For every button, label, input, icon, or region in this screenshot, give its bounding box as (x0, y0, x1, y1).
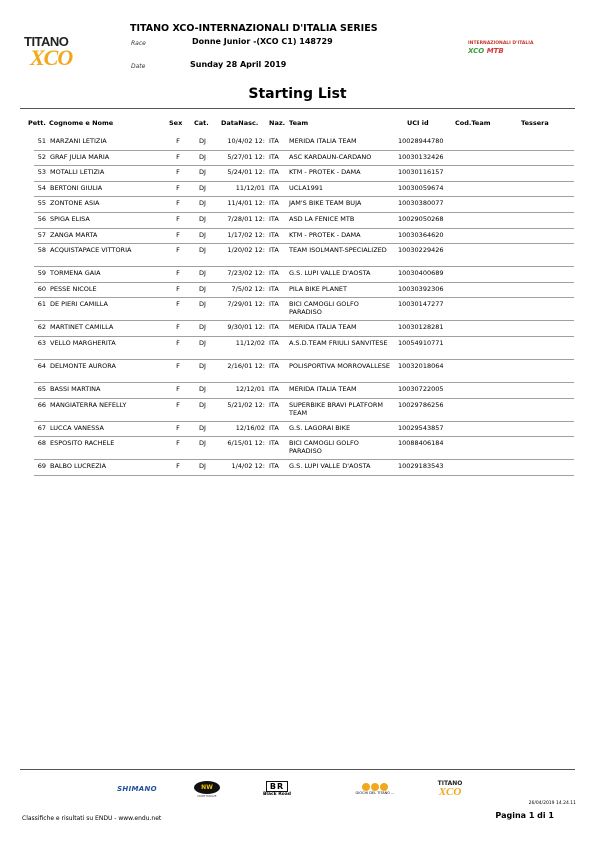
cell-name: BASSI MARTINA (50, 385, 101, 393)
cell-sex: F (176, 439, 180, 448)
cell-nationality: ITA (269, 230, 279, 239)
cell-name: MARTINET CAMILLA (50, 323, 114, 332)
cell-sex: F (176, 300, 180, 309)
cell-uci-id: 10030400689 (398, 269, 444, 278)
col-header-team: Team (289, 119, 309, 127)
row-divider (34, 436, 574, 437)
cell-nationality: ITA (269, 199, 279, 208)
cell-team: MERIDA ITALIA TEAM (289, 323, 357, 332)
cell-pett: 69 (37, 462, 46, 471)
cell-birth-date: 5/21/02 12: (227, 400, 265, 409)
cell-cat: DJ (199, 137, 206, 145)
cell-cat: DJ (199, 168, 206, 177)
cell-name: GRAF JULIA MARIA (50, 152, 110, 161)
cell-pett: 56 (37, 215, 46, 223)
giochi-del-titano-logo (344, 778, 406, 800)
cell-team: BICI CAMOGLI GOLFO PARADISO (289, 300, 359, 317)
cell-nationality: ITA (269, 362, 279, 370)
cell-nationality: ITA (269, 462, 279, 471)
cell-nationality: ITA (269, 400, 279, 409)
cell-birth-date: 12/16/02 (235, 423, 265, 432)
page-number: Pagina 1 di 1 (495, 811, 554, 820)
race-value: Donne Junior -(XCO C1) 148729 (192, 37, 333, 46)
cell-pett: 58 (37, 246, 46, 255)
cell-nationality: ITA (269, 246, 279, 255)
cell-team: SUPERBIKE BRAVI PLATFORM TEAM (289, 400, 383, 417)
cell-sex: F (176, 168, 180, 177)
row-divider (34, 421, 574, 422)
col-header-codteam: Cod.Team (455, 119, 491, 127)
cell-cat: DJ (199, 385, 206, 393)
cell-team: UCLA1991 (289, 183, 324, 192)
col-header-name: Cognome e Nome (49, 119, 114, 127)
col-header-pett: Pett. (28, 119, 46, 127)
cell-nationality: ITA (269, 323, 279, 332)
cell-nationality: ITA (269, 152, 279, 161)
cell-pett: 52 (37, 152, 46, 161)
cell-sex: F (176, 137, 180, 145)
cell-cat: DJ (199, 183, 206, 192)
titano-xco-footer-logo (430, 778, 470, 800)
col-header-date: DataNasc. (221, 119, 259, 127)
cell-birth-date: 7/28/01 12: (227, 215, 265, 223)
cell-team: A.S.D.TEAM FRIULI SANVITESE (289, 339, 388, 347)
cell-uci-id: 10029543857 (398, 423, 444, 432)
footer-divider (20, 769, 575, 770)
cell-birth-date: 2/16/01 12: (227, 362, 265, 370)
logo-right-mtb: MTB (486, 47, 504, 55)
cell-cat: DJ (199, 362, 206, 370)
cell-cat: DJ (199, 462, 206, 471)
cell-team: KTM - PROTEK - DAMA (289, 230, 361, 239)
col-header-tessera: Tessera (521, 119, 549, 127)
row-divider (34, 475, 574, 476)
cell-name: DE PIERI CAMILLA (50, 300, 108, 309)
row-divider (34, 165, 574, 166)
titano-xco-logo (22, 34, 94, 70)
cell-pett: 68 (37, 439, 46, 448)
cell-pett: 61 (37, 300, 46, 309)
cell-sex: F (176, 339, 180, 347)
row-divider (34, 243, 574, 244)
cell-team: POLISPORTIVA MORROVALLESE (289, 362, 391, 370)
col-header-cat: Cat. (194, 119, 209, 127)
cell-birth-date: 1/4/02 12: (231, 462, 265, 471)
cell-uci-id: 10030229426 (398, 246, 444, 255)
cell-birth-date: 12/12/01 (235, 385, 265, 393)
row-divider (34, 336, 574, 337)
row-divider (34, 196, 574, 197)
cell-pett: 60 (37, 284, 46, 293)
logo-text-xco: XCO (30, 45, 73, 70)
cell-team: MERIDA ITALIA TEAM (289, 137, 357, 145)
cell-cat: DJ (199, 215, 206, 223)
cell-birth-date: 11/12/02 (235, 339, 265, 347)
cell-name: BALBO LUCREZIA (50, 462, 107, 471)
cell-pett: 66 (37, 400, 46, 409)
row-divider (34, 228, 574, 229)
cell-cat: DJ (199, 423, 206, 432)
logo-right-top: INTERNAZIONALI D'ITALIA (468, 41, 534, 46)
cell-nationality: ITA (269, 269, 279, 278)
cell-uci-id: 10029786256 (398, 400, 444, 409)
col-header-naz: Naz. (269, 119, 286, 127)
cell-name: VELLO MARGHERITA (50, 339, 116, 347)
row-divider (34, 382, 574, 383)
cell-nationality: ITA (269, 215, 279, 223)
cell-name: BERTONI GIULIA (50, 183, 103, 192)
cell-team: PILA BIKE PLANET (289, 284, 348, 293)
logo-text-titano: TITANO (24, 34, 69, 49)
cell-birth-date: 5/24/01 12: (227, 168, 265, 177)
cell-sex: F (176, 215, 180, 223)
cell-uci-id: 10088406184 (398, 439, 444, 448)
logo-right-bottom (468, 47, 504, 55)
cell-birth-date: 7/5/02 12: (231, 284, 265, 293)
row-divider (34, 320, 574, 321)
cell-name: ACQUISTAPACE VITTORIA (50, 246, 132, 255)
cell-cat: DJ (199, 230, 206, 239)
race-label: Race (131, 40, 146, 47)
cell-nationality: ITA (269, 183, 279, 192)
cell-pett: 62 (37, 323, 46, 332)
cell-uci-id: 10032018064 (398, 362, 444, 370)
cell-nationality: ITA (269, 339, 279, 347)
black-road-mark: BR (266, 781, 288, 792)
cell-cat: DJ (199, 269, 206, 278)
row-divider (34, 459, 574, 460)
row-divider (34, 212, 574, 213)
cell-name: ZANGA MARTA (50, 230, 98, 239)
cell-uci-id: 10030147277 (398, 300, 444, 309)
page-title: Starting List (248, 86, 347, 102)
cell-sex: F (176, 323, 180, 332)
northwave-logo (188, 778, 226, 800)
footer-logo-xco: XCO (438, 785, 462, 798)
shimano-logo: SHIMANO (117, 785, 157, 793)
cell-pett: 65 (37, 385, 46, 393)
cell-uci-id: 10030132426 (398, 152, 444, 161)
date-label: Date (131, 63, 146, 70)
cell-pett: 63 (37, 339, 46, 347)
cell-name: SPIGA ELISA (50, 215, 90, 223)
cell-nationality: ITA (269, 168, 279, 177)
cell-team: ASD LA FENICE MTB (289, 215, 355, 223)
col-header-sex: Sex (169, 119, 183, 127)
cell-pett: 67 (37, 423, 46, 432)
cell-sex: F (176, 362, 180, 370)
row-divider (34, 181, 574, 182)
black-road-text: Black Road (262, 792, 292, 797)
cell-sex: F (176, 199, 180, 208)
cell-team: G.S. LUPI VALLE D'AOSTA (289, 462, 371, 471)
cell-cat: DJ (199, 152, 206, 161)
footer-logo-titano: TITANO (437, 779, 463, 787)
cell-cat: DJ (199, 400, 206, 409)
cell-uci-id: 10028944780 (398, 137, 444, 145)
cell-birth-date: 10/4/02 12: (227, 137, 265, 145)
cell-birth-date: 1/20/02 12: (227, 246, 265, 255)
cell-pett: 51 (37, 137, 46, 145)
cell-cat: DJ (199, 339, 206, 347)
cell-sex: F (176, 284, 180, 293)
cell-nationality: ITA (269, 137, 279, 145)
row-divider (34, 359, 574, 360)
cell-team: G.S. LAGORAI BIKE (289, 423, 351, 432)
logo-right-xco: XCO (468, 47, 485, 55)
cell-uci-id: 10030722005 (398, 385, 444, 393)
cell-cat: DJ (199, 323, 206, 332)
cell-team: MERIDA ITALIA TEAM (289, 385, 357, 393)
cell-sex: F (176, 183, 180, 192)
row-divider (34, 282, 574, 283)
cell-pett: 59 (37, 269, 46, 278)
cell-sex: F (176, 269, 180, 278)
cell-uci-id: 10029050268 (398, 215, 444, 223)
col-header-uci: UCI id (407, 119, 429, 127)
cell-uci-id: 10030380077 (398, 199, 444, 208)
cell-name: DELMONTE AURORA (50, 362, 116, 370)
cell-uci-id: 10030392306 (398, 284, 444, 293)
cell-cat: DJ (199, 300, 206, 309)
cell-birth-date: 7/23/02 12: (227, 269, 265, 278)
cell-cat: DJ (199, 246, 206, 255)
giochi-dots-icon (362, 783, 388, 791)
cell-cat: DJ (199, 284, 206, 293)
cell-team: TEAM ISOLMANT-SPECIALIZED (289, 246, 387, 255)
row-divider (34, 398, 574, 399)
date-value: Sunday 28 April 2019 (190, 60, 287, 69)
cell-name: ESPOSITO RACHELE (50, 439, 115, 448)
cell-name: PESSE NICOLE (50, 284, 97, 293)
cell-team: ASC KARDAUN-CARDANO (289, 152, 372, 161)
cell-sex: F (176, 152, 180, 161)
cell-team: JAM'S BIKE TEAM BUJA (289, 199, 362, 208)
cell-pett: 53 (37, 168, 46, 177)
results-link-text: Classifiche e risultati su ENDU - www.endu.net (22, 815, 162, 822)
row-divider (34, 297, 574, 298)
cell-pett: 55 (37, 199, 46, 208)
cell-sex: F (176, 423, 180, 432)
cell-pett: 64 (37, 362, 46, 370)
cell-sex: F (176, 230, 180, 239)
cell-nationality: ITA (269, 439, 279, 448)
cell-sex: F (176, 385, 180, 393)
cell-name: TORMENA GAIA (50, 269, 101, 278)
cell-uci-id: 10030059674 (398, 183, 444, 192)
cell-pett: 57 (37, 230, 46, 239)
cell-uci-id: 10029183543 (398, 462, 444, 471)
cell-sex: F (176, 462, 180, 471)
cell-birth-date: 11/4/01 12: (227, 199, 265, 208)
cell-name: LUCCA VANESSA (50, 423, 104, 432)
black-road-logo (248, 778, 306, 800)
cell-name: MOTALLI LETIZIA (50, 168, 105, 177)
header-divider (20, 108, 575, 109)
cell-nationality: ITA (269, 423, 279, 432)
northwave-text: NORTHWAVE (197, 793, 217, 798)
cell-sex: F (176, 400, 180, 409)
cell-team: G.S. LUPI VALLE D'AOSTA (289, 269, 371, 278)
cell-name: ZONTONE ASIA (50, 199, 100, 208)
internazionali-italia-logo (468, 41, 540, 57)
cell-pett: 54 (37, 183, 46, 192)
cell-birth-date: 6/15/01 12: (227, 439, 265, 448)
series-title: TITANO XCO-INTERNAZIONALI D'ITALIA SERIES (130, 23, 378, 34)
cell-team: KTM - PROTEK - DAMA (289, 168, 361, 177)
cell-uci-id: 10030116157 (398, 168, 444, 177)
cell-uci-id: 10030364620 (398, 230, 444, 239)
cell-nationality: ITA (269, 385, 279, 393)
row-divider (34, 150, 574, 151)
cell-uci-id: 10030128281 (398, 323, 444, 332)
cell-name: MARZANI LETIZIA (50, 137, 107, 145)
cell-cat: DJ (199, 199, 206, 208)
cell-nationality: ITA (269, 284, 279, 293)
cell-birth-date: 7/29/01 12: (227, 300, 265, 309)
cell-birth-date: 11/12/01 (235, 183, 265, 192)
cell-birth-date: 5/27/01 12: (227, 152, 265, 161)
cell-team: BICI CAMOGLI GOLFO PARADISO (289, 439, 359, 456)
cell-birth-date: 1/17/02 12: (227, 230, 265, 239)
cell-cat: DJ (199, 439, 206, 448)
cell-sex: F (176, 246, 180, 255)
cell-nationality: ITA (269, 300, 279, 309)
cell-birth-date: 9/30/01 12: (227, 323, 265, 332)
print-timestamp: 26/04/2019 14.24.11 (528, 801, 576, 806)
northwave-mark: NW (194, 781, 220, 794)
row-divider (34, 266, 574, 267)
giochi-text: GIOCHI DEL TITANO ... (355, 791, 395, 795)
cell-uci-id: 10054910771 (398, 339, 444, 347)
cell-name: MANGIATERRA NEFELLY (50, 400, 127, 409)
